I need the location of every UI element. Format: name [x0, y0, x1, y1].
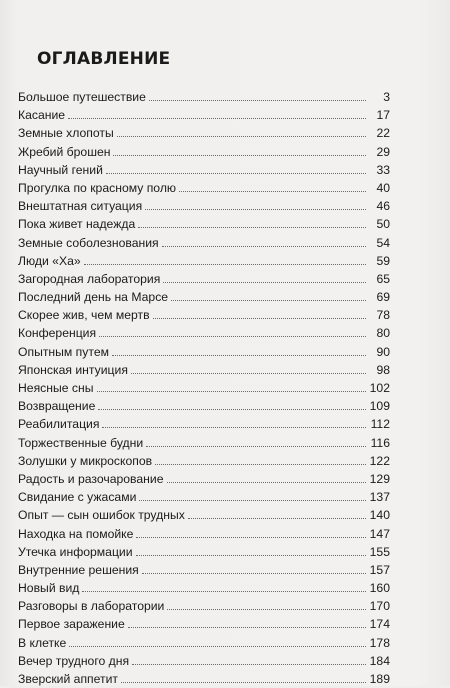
chapter-title: Радость и разочарование — [18, 471, 164, 486]
toc-entry — [18, 143, 390, 161]
page-number: 54 — [376, 235, 390, 250]
chapter-title: Свидание с ужасами — [18, 490, 137, 505]
chapter-title: Опытным путем — [18, 344, 109, 359]
toc-entry — [18, 343, 390, 361]
chapter-title: Новый вид — [18, 581, 80, 596]
dot-leader — [142, 573, 366, 574]
chapter-title: Скорее жив, чем мертв — [18, 308, 150, 323]
page-number: 147 — [369, 526, 390, 541]
toc-entry — [18, 452, 390, 470]
page-number: 129 — [369, 471, 390, 486]
page-number: 80 — [376, 326, 390, 341]
chapter-title: Японская интуиция — [18, 362, 128, 377]
page-number: 102 — [369, 381, 390, 395]
chapter-title: Загородная лаборатория — [18, 271, 161, 286]
page-number: 59 — [376, 253, 390, 268]
chapter-title: Большое путешествие — [18, 90, 146, 104]
dot-leader — [131, 373, 366, 374]
page-number: 69 — [376, 290, 390, 305]
dot-leader — [121, 682, 366, 683]
toc-entry — [18, 88, 390, 106]
page-number: 98 — [376, 362, 390, 377]
toc-entry — [18, 615, 390, 633]
page-number: 22 — [376, 126, 390, 141]
dot-leader — [82, 591, 365, 592]
dot-leader — [171, 300, 366, 301]
dot-leader — [153, 318, 366, 319]
page-number: 78 — [376, 308, 390, 323]
page-number: 189 — [369, 672, 390, 686]
dot-leader — [69, 646, 365, 647]
toc-entry — [18, 106, 390, 124]
page-number: 90 — [376, 344, 390, 359]
chapter-title: Земные хлопоты — [18, 126, 114, 141]
chapter-title: Опыт — сын ошибок трудных — [18, 508, 185, 523]
chapter-title: Первое заражение — [18, 617, 125, 632]
dot-leader — [99, 336, 366, 337]
chapter-title: Зверский аппетит — [18, 672, 119, 686]
page-number: 155 — [369, 544, 390, 559]
dot-leader — [106, 173, 366, 174]
dot-leader — [138, 227, 366, 228]
dot-leader — [145, 209, 366, 210]
toc-entry — [18, 234, 390, 252]
page-number: 178 — [369, 635, 390, 650]
dot-leader — [112, 355, 366, 356]
toc-entry — [18, 652, 390, 670]
chapter-title: Неясные сны — [18, 381, 94, 395]
dot-leader — [102, 427, 366, 428]
toc-entry — [18, 197, 390, 215]
toc-entry — [18, 124, 390, 142]
page-number: 17 — [376, 108, 390, 123]
page-number: 116 — [370, 435, 390, 450]
page-number: 157 — [369, 562, 390, 577]
toc-entry — [18, 543, 390, 561]
toc-entry — [18, 488, 390, 506]
toc-entry — [18, 525, 390, 543]
toc-entry — [18, 215, 390, 233]
chapter-title: Прогулка по красному полю — [18, 180, 177, 195]
page-number: 140 — [369, 508, 390, 523]
page-number: 174 — [369, 617, 390, 632]
page-number: 40 — [376, 180, 390, 195]
page-number: 3 — [383, 90, 390, 104]
dot-leader — [136, 555, 366, 556]
chapter-title: Пока живет надежда — [18, 217, 136, 232]
chapter-title: Вечер трудного дня — [18, 653, 130, 668]
page-number: 65 — [376, 271, 390, 286]
chapter-title: Возвращение — [18, 399, 96, 414]
page-number: 50 — [376, 217, 390, 232]
dot-leader — [179, 191, 366, 192]
dot-leader — [128, 627, 366, 628]
chapter-title: Жребий брошен — [18, 144, 111, 159]
chapter-title: Касание — [18, 108, 66, 123]
toc-entry — [18, 379, 390, 397]
page-number: 33 — [376, 162, 390, 177]
toc-entry — [18, 579, 390, 597]
chapter-title: Конференция — [18, 326, 97, 341]
chapter-title: Утечка информации — [18, 544, 133, 559]
toc-entry — [18, 161, 390, 179]
toc-entry — [18, 179, 390, 197]
page-number: 29 — [376, 144, 390, 159]
chapter-title: Разговоры в лаборатории — [18, 599, 165, 614]
chapter-title: Золушки у микроскопов — [18, 453, 153, 468]
dot-leader — [84, 264, 366, 265]
page-number: 184 — [369, 653, 390, 668]
chapter-title: Внештатная ситуация — [18, 199, 143, 214]
dot-leader — [132, 664, 366, 665]
dot-leader — [113, 155, 366, 156]
dot-leader — [155, 464, 366, 465]
dot-leader — [117, 136, 366, 137]
toc-entry — [18, 634, 390, 652]
chapter-title: Научный гений — [18, 162, 103, 177]
page-number: 109 — [369, 399, 390, 414]
dot-leader — [163, 282, 366, 283]
dot-leader — [146, 446, 366, 447]
page-number: 46 — [376, 199, 390, 214]
chapter-title: Внутренние решения — [18, 562, 139, 577]
toc-entry — [18, 670, 390, 688]
toc-entry — [18, 324, 390, 342]
chapter-title: Земные соболезнования — [18, 235, 159, 250]
toc-entry — [18, 597, 390, 615]
toc-entry — [18, 561, 390, 579]
page-number: 122 — [369, 453, 390, 468]
chapter-title: Люди «Ха» — [18, 253, 81, 268]
toc-entry — [18, 506, 390, 524]
page-number: 170 — [369, 599, 390, 614]
page-title: ОГЛАВЛЕНИЕ — [37, 49, 171, 69]
dot-leader — [139, 500, 365, 501]
toc-entry — [18, 415, 390, 433]
toc-entry — [18, 434, 390, 452]
page-number: 112 — [370, 417, 390, 432]
dot-leader — [167, 482, 366, 483]
dot-leader — [188, 518, 366, 519]
toc-entry — [18, 252, 390, 270]
dot-leader — [136, 537, 365, 538]
chapter-title: В клетке — [18, 635, 67, 650]
chapter-title: Реабилитация — [18, 417, 100, 432]
toc-entry — [18, 361, 390, 379]
chapter-title: Торжественные будни — [18, 435, 144, 450]
dot-leader — [167, 609, 365, 610]
toc-entry — [18, 270, 390, 288]
dot-leader — [97, 391, 366, 392]
chapter-title: Находка на помойке — [18, 526, 134, 541]
page-number: 137 — [369, 490, 390, 505]
toc-entry — [18, 397, 390, 415]
dot-leader — [68, 118, 366, 119]
toc-entry — [18, 288, 390, 306]
dot-leader — [149, 100, 366, 101]
table-of-contents — [18, 88, 390, 688]
dot-leader — [98, 409, 365, 410]
dot-leader — [162, 246, 366, 247]
chapter-title: Последний день на Марсе — [18, 290, 169, 305]
page-number: 160 — [369, 581, 390, 596]
toc-entry — [18, 470, 390, 488]
toc-entry — [18, 306, 390, 324]
